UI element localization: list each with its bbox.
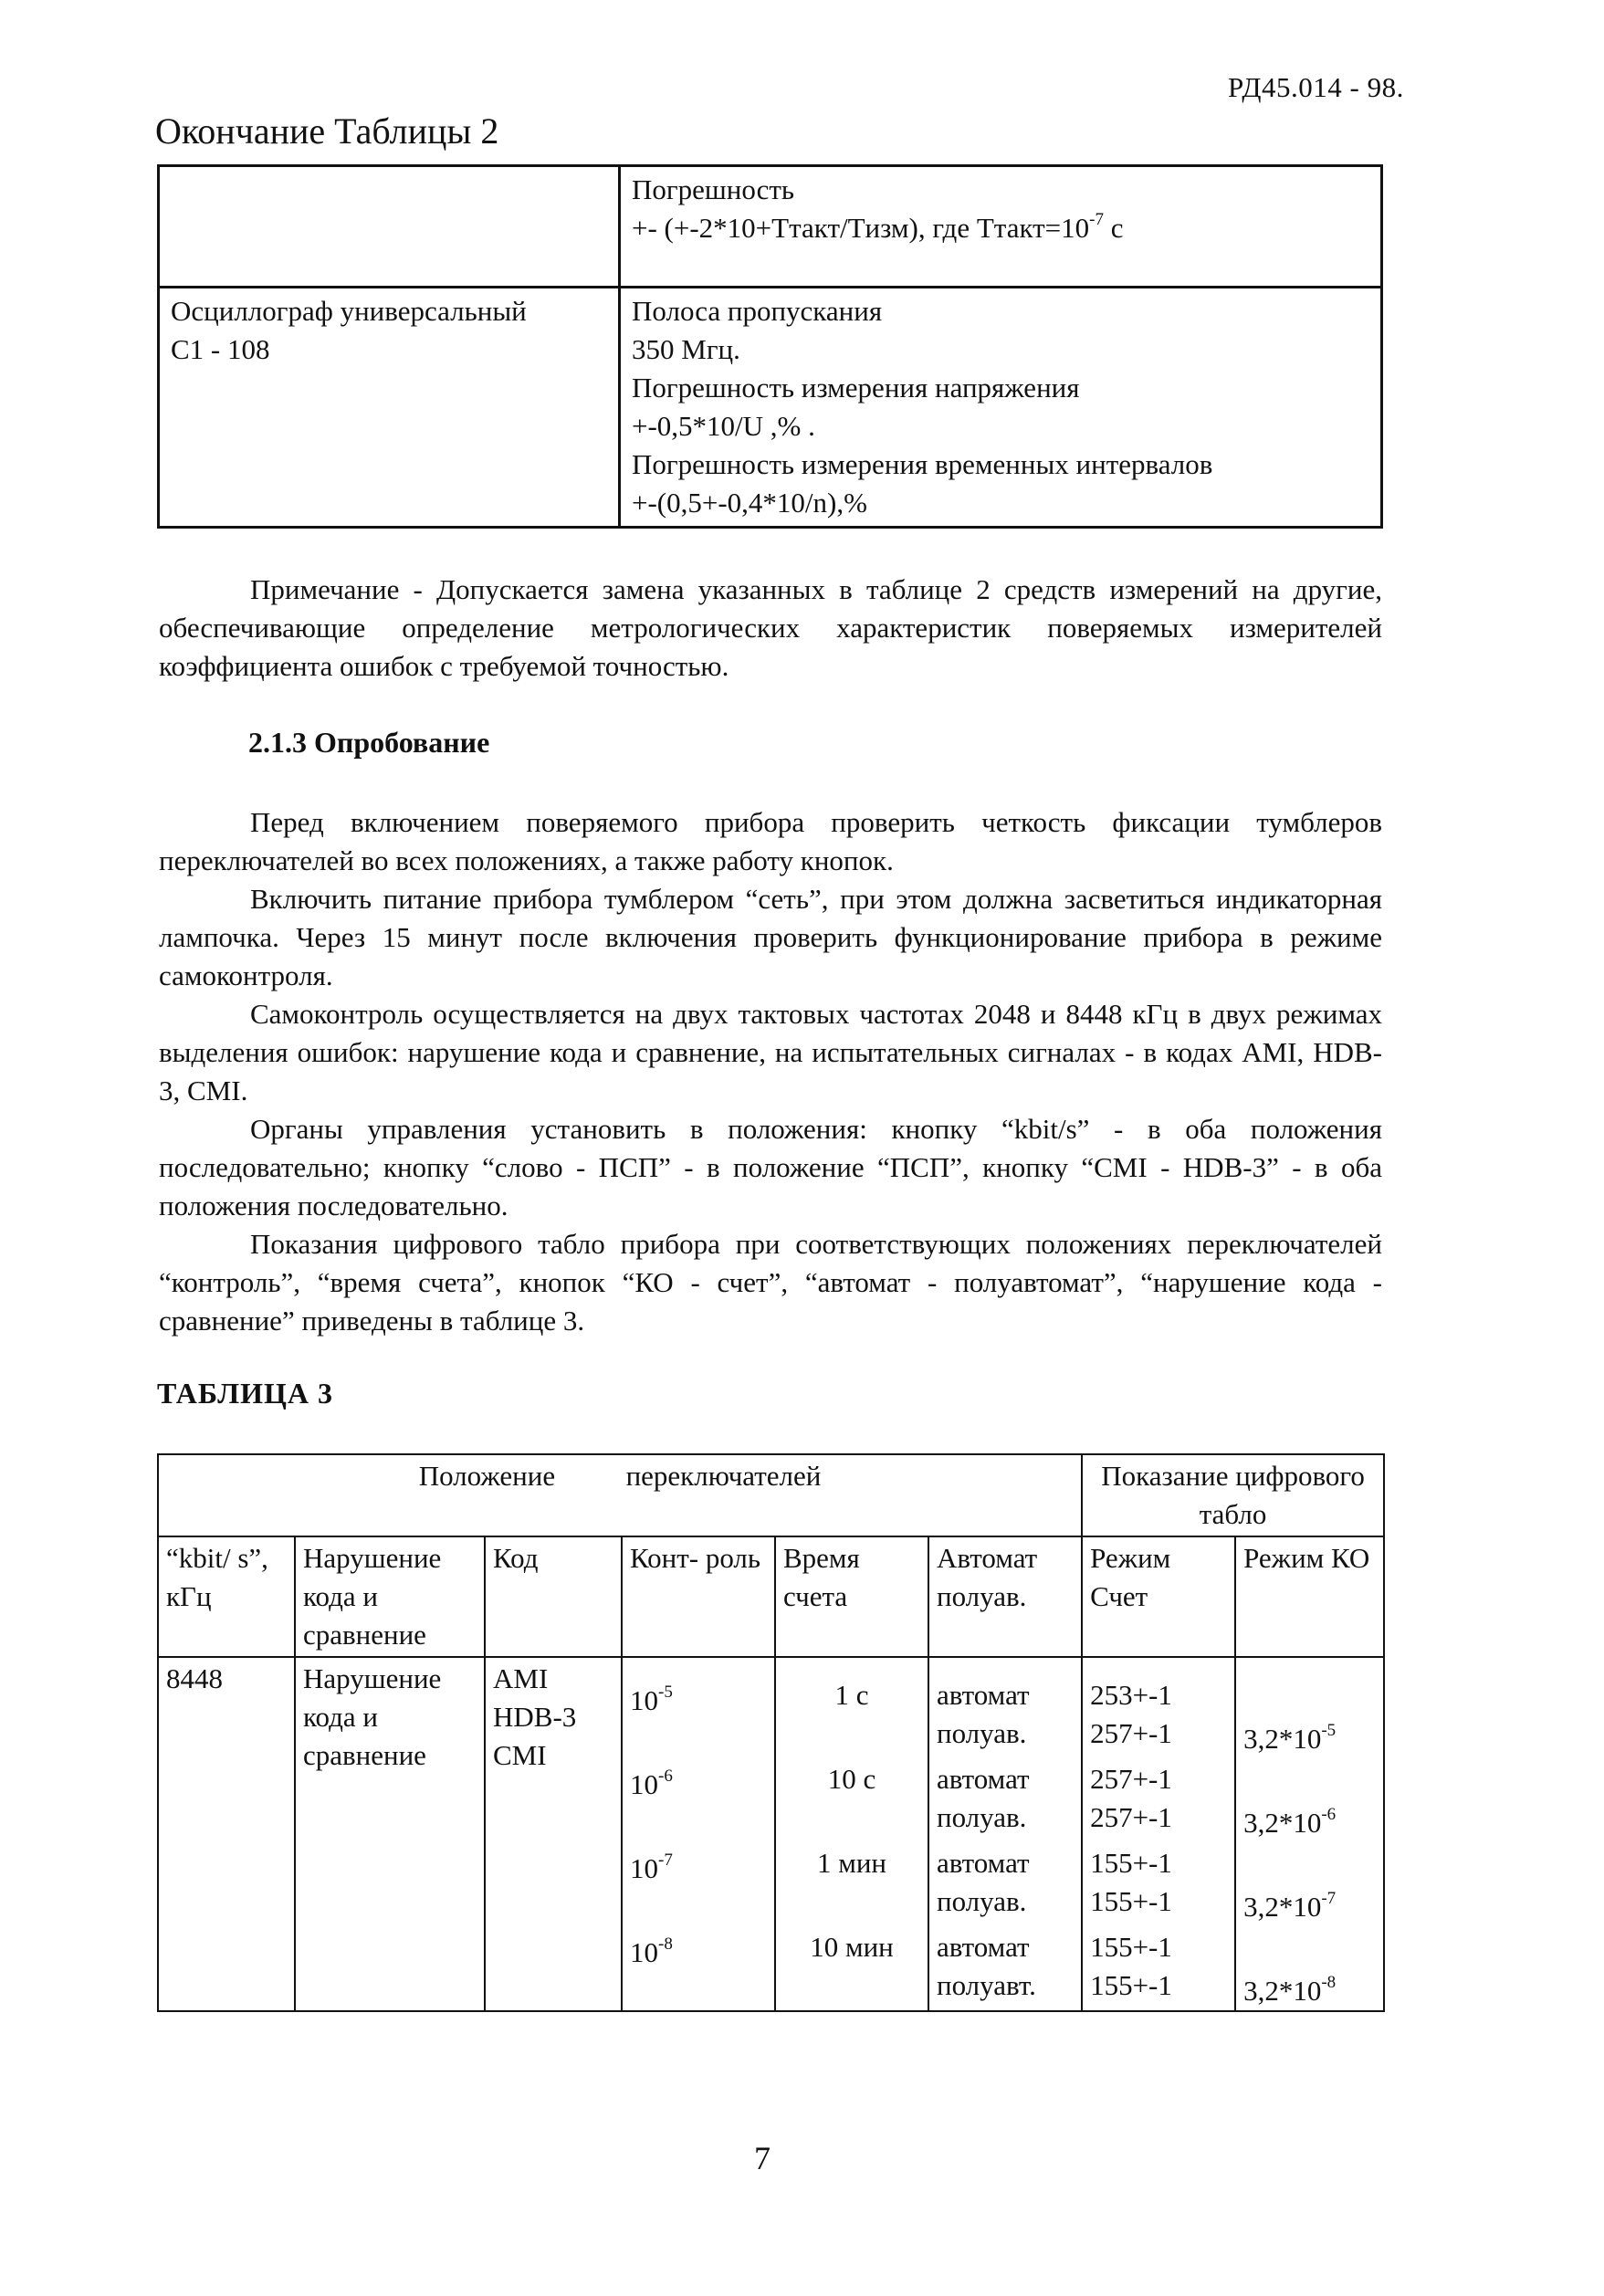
table-cell [775,1657,928,2011]
auto-value: автомат [937,1679,1030,1711]
table-cell [1082,1657,1235,2011]
paragraph: Включить питание прибора тумблером “сеть”, при этом должна засветиться индикаторная лампочка. Через 15 минут после включения проверить функционирование прибора в режиме самоконтроля. [159,883,1382,991]
table-cell [928,1657,1082,2011]
ko-value [1243,1804,1376,1888]
exponent: -7 [1321,1889,1337,1908]
count-value: 257+-1 [1090,1801,1172,1833]
document-code: РД45.014 - 98. [1228,71,1404,103]
count-value: 257+-1 [1090,1763,1172,1795]
control-value [630,1766,767,1850]
table-cell [485,1657,622,2011]
ko-base: 3,2*10 [1243,1891,1322,1923]
time-value: 1 мин [816,1847,887,1879]
column-header: Конт- роль [622,1536,775,1657]
cell-line: +-0,5*10/U ,% . [632,410,815,442]
time-value: 10 мин [810,1931,894,1963]
code-value: HDB-3 [493,1701,577,1733]
paragraph: Самоконтроль осуществляется на двух тактовых частотах 2048 и 8448 кГц в двух режимах выделения ошибок: нарушение кода и сравнение, на испытательных сигналах - в кодах AMI, HDB- 3, CMI. [159,998,1382,1106]
table-3-title: ТАБЛИЦА 3 [157,1377,333,1410]
time-value: 1 с [834,1679,869,1711]
cell-line: Погрешность [632,173,795,205]
table-cell [1235,1657,1384,2011]
cell-line: Осциллограф универсальный [171,295,527,327]
ko-value [1243,1720,1376,1804]
ko-value [1243,1972,1376,2008]
cell-line: С1 - 108 [171,333,270,365]
column-header: Нарушение кода и сравнение [295,1536,485,1657]
ko-base: 3,2*10 [1243,1807,1322,1839]
table-row [158,1657,1384,2011]
table-cell [620,288,1382,528]
count-value: 155+-1 [1090,1847,1172,1879]
column-header: “kbit/ s”, кГц [158,1536,295,1657]
exponent: -8 [658,1934,673,1954]
table-cell: Нарушение кода и сравнение [295,1657,485,2011]
count-value: 257+-1 [1090,1717,1172,1749]
section-heading: 2.1.3 Опробование [248,726,490,759]
table-cell [622,1657,775,2011]
control-value [630,1682,767,1766]
auto-value: автомат [937,1931,1030,1963]
table-cell [159,288,620,528]
control-base: 10 [630,1684,658,1716]
control-value [630,1850,767,1934]
cell-line [632,209,1369,247]
column-header: Режим КО [1235,1536,1384,1657]
exponent: -7 [658,1850,673,1870]
column-header: Время счета [775,1536,928,1657]
auto-value: автомат [937,1763,1030,1795]
count-value: 155+-1 [1090,1885,1172,1917]
column-header: Режим Счет [1082,1536,1235,1657]
auto-value: полуавт. [937,1969,1036,2001]
exponent: -6 [658,1767,673,1786]
exponent: -8 [1321,1973,1337,1992]
table-cell [620,166,1382,288]
table-row [159,288,1382,528]
ko-base: 3,2*10 [1243,1975,1322,2007]
control-base: 10 [630,1852,658,1884]
note-text: Примечание - Допускается замена указанных в таблице 2 средств измерений на другие, обеспечивающие определение метрологических характеристик поверяемых измерителей коэффициента ошибок с требуемой точностью. [159,573,1382,682]
paragraph: Перед включением поверяемого прибора проверить четкость фиксации тумблеров переключателей во всех положениях, а также работу кнопок. [159,806,1382,876]
exponent: -5 [1321,1721,1337,1740]
table-cell [159,166,620,288]
table-3 [157,1453,1385,2012]
count-value: 155+-1 [1090,1969,1172,2001]
table-continuation-title: Окончание Таблицы 2 [155,110,499,152]
exponent: -5 [658,1683,673,1702]
table-cell: 8448 [158,1657,295,2011]
paragraph: Органы управления установить в положения: кнопку “kbit/s” - в оба положения последовательно; кнопку “слово - ПСП” - в положение “ПСП”, кнопку “CMI - HDB-3” - в оба положения последовательно. [159,1113,1382,1221]
cell-line: 350 Мгц. [632,333,740,365]
control-base: 10 [630,1768,658,1800]
table-header-row [158,1536,1384,1657]
table-2-continuation [157,164,1383,529]
cell-line: Погрешность измерения временных интервалов [632,448,1213,480]
auto-value: полуав. [937,1717,1027,1749]
paragraph: Показания цифрового табло прибора при соответствующих положениях переключателей “контроль”, “время счета”, кнопок “КО - счет”, “автомат - полуавтомат”, “нарушение кода - сравнение” приведены в таблице 3. [159,1228,1382,1337]
auto-value: полуав. [937,1801,1027,1833]
exponent: -6 [1321,1805,1337,1824]
count-value: 155+-1 [1090,1931,1172,1963]
table-row [159,166,1382,288]
ko-base: 3,2*10 [1243,1723,1322,1755]
code-value: CMI [493,1739,547,1771]
auto-value: автомат [937,1847,1030,1879]
code-value: AMI [493,1662,549,1694]
auto-value: полуав. [937,1885,1027,1917]
table-row [158,1454,1384,1536]
unit-text: с [1103,212,1124,244]
column-header: Код [485,1536,622,1657]
body-text [159,803,1382,1340]
page-number: 7 [754,2140,771,2176]
cell-line: Погрешность измерения напряжения [632,372,1080,404]
group-header-switches: Положение переключателей [158,1454,1082,1536]
count-value: 253+-1 [1090,1679,1172,1711]
control-value [630,1934,767,2007]
cell-line: Полоса пропускания [632,295,883,327]
note-block [159,571,1382,686]
ko-value [1243,1888,1376,1972]
formula-text: +- (+-2*10+Tтакт/Tизм), где Tтакт=10 [632,212,1090,244]
time-value: 10 с [827,1763,876,1795]
group-header-display: Показание цифрового табло [1082,1454,1384,1536]
column-header: Автомат полуав. [928,1536,1082,1657]
cell-line: +-(0,5+-0,4*10/n),% [632,487,867,519]
exponent: -7 [1089,210,1104,229]
control-base: 10 [630,1936,658,1968]
